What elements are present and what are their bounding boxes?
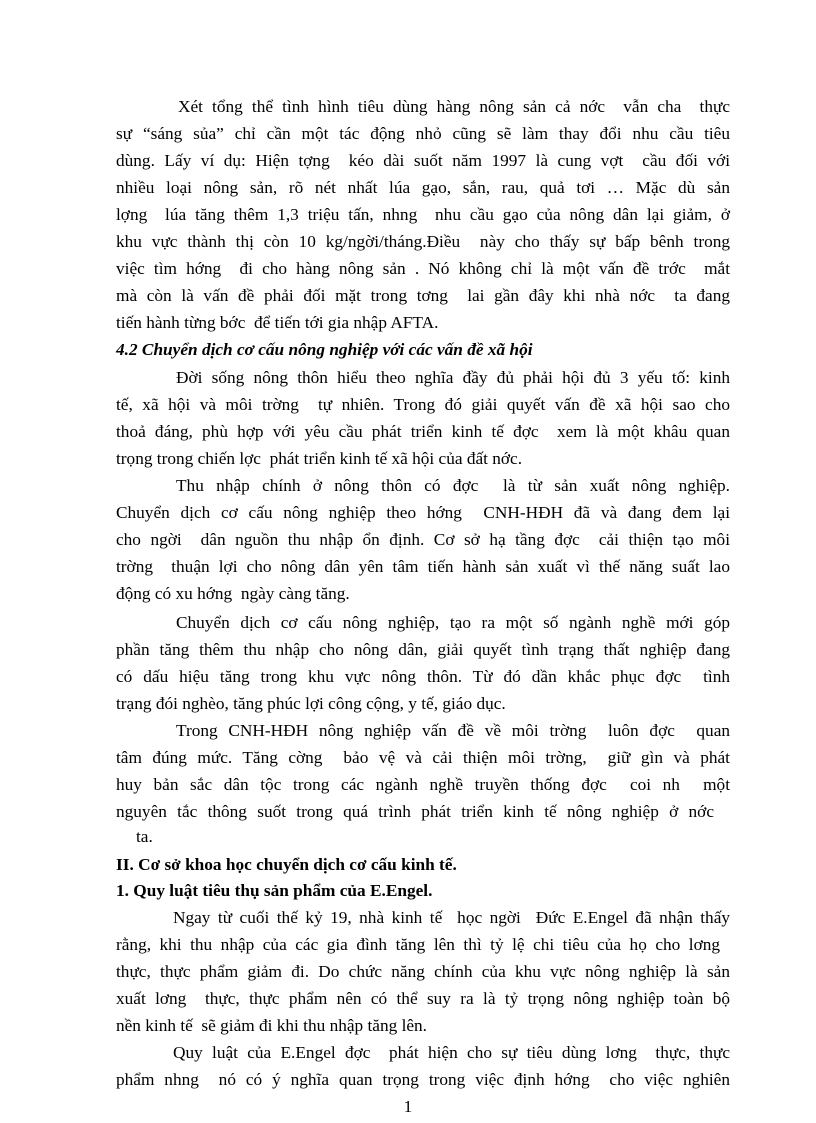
text-line: Quy luật của E.Engel đợc phát hiện cho sự tiêu dùng lơng thực, thực [173,1043,730,1062]
text-line: Đời sống nông thôn hiểu theo nghĩa đầy đủ phải hội đủ 3 yếu tố: kinh [176,368,730,387]
text-line: mà còn là vấn đề phải đối mặt trong tơng lai gần đây khi nhà nớc ta đang [116,286,730,305]
text-line: ta. [136,827,153,846]
text-line: Xét tổng thể tình hình tiêu dùng hàng nông sản cả nớc vẫn cha thực [178,97,730,116]
text-line: lợng lúa tăng thêm 1,3 triệu tấn, nhng nhu cầu gạo của nông dân lại giảm, ở [116,205,730,224]
text-line: rằng, khi thu nhập của các gia đình tăng lên thì tỷ lệ chi tiêu của họ cho lơng [116,935,720,954]
text-line: Chuyển dịch cơ cấu nông nghiệp, tạo ra một số ngành nghề mới góp [176,613,730,632]
text-line: phẩm nhng nó có ý nghĩa quan trọng trong việc định hớng cho việc nghiên [116,1070,730,1089]
text-line: thoả đáng, phù hợp với yêu cầu phát triển kinh tế đợc xem là một khâu quan [116,422,730,441]
text-line: nhiều loại nông sản, rõ nét nhất lúa gạo, sắn, rau, quả tơi … Mặc dù sản [116,178,730,197]
text-line: trạng đói nghèo, tăng phúc lợi công cộng, y tế, giáo dục. [116,694,506,713]
text-line: tâm đúng mức. Tăng cờng bảo vệ và cải thiện môi trờng, giữ gìn và phát [116,748,730,767]
text-line: Trong CNH-HĐH nông nghiệp vấn đề về môi trờng luôn đợc quan [176,721,730,740]
text-line: phần tăng thêm thu nhập cho nông dân, giải quyết tình trạng thất nghiệp đang [116,640,730,659]
text-line: cho ngời dân nguồn thu nhập ổn định. Cơ sở hạ tầng đợc cải thiện tạo môi [116,530,730,549]
text-line: thực, thực phẩm giảm đi. Do chức năng chính của khu vực nông nghiệp là sản [116,962,730,981]
section-heading: 4.2 Chuyển dịch cơ cấu nông nghiệp với các vấn đề xã hội [116,340,533,359]
text-line: có dấu hiệu tăng trong khu vực nông thôn. Từ đó dần khắc phục đợc tình [116,667,730,686]
text-line: trờng thuận lợi cho nông dân yên tâm tiến hành sản xuất vì thế năng suất lao [116,557,730,576]
text-line: Ngay từ cuối thế kỷ 19, nhà kinh tế học ngời Đức E.Engel đã nhận thấy [173,908,730,927]
text-line: việc tìm hớng đi cho hàng nông sản . Nó không chỉ là một vấn đề trớc mắt [116,259,730,278]
text-line: sự “sáng sủa” chỉ cần một tác động nhỏ cũng sẽ làm thay đổi nhu cầu tiêu [116,124,730,143]
text-line: nguyên tắc thông suốt trong quá trình phát triển kinh tế nông nghiệp ở nớc [116,802,714,821]
text-line: khu vực thành thị còn 10 kg/ngời/tháng.Điều này cho thấy sự bấp bênh trong [116,232,730,251]
text-line: tế, xã hội và môi trờng tự nhiên. Trong đó giải quyết vấn đề xã hội sao cho [116,395,730,414]
text-line: trọng trong chiến lợc phát triển kinh tế xã hội của đất nớc. [116,449,523,468]
text-line: xuất lơng thực, thực phẩm nên có thể suy ra là tỷ trọng nông nghiệp toàn bộ [116,989,730,1008]
text-line: nền kinh tế sẽ giảm đi khi thu nhập tăng lên. [116,1016,428,1035]
page-number: 1 [403,1097,413,1116]
text-line: tiến hành từng bớc để tiến tới gia nhập AFTA. [116,313,439,332]
text-line: động có xu hớng ngày càng tăng. [116,584,350,603]
text-line: huy bản sắc dân tộc trong các ngành nghề truyền thống đợc coi nh một [116,775,730,794]
text-line: Chuyển dịch cơ cấu nông nghiệp theo hớng CNH-HĐH đã và đang đem lại [116,503,730,522]
subsection-heading: 1. Quy luật tiêu thụ sản phẩm của E.Engel. [116,881,433,900]
section-heading: II. Cơ sở khoa học chuyển dịch cơ cấu kinh tế. [116,855,457,874]
text-line: Thu nhập chính ở nông thôn có đợc là từ sản xuất nông nghiệp. [176,476,730,495]
text-line: dùng. Lấy ví dụ: Hiện tợng kéo dài suốt năm 1997 là cung vợt cầu đối với [116,151,730,170]
